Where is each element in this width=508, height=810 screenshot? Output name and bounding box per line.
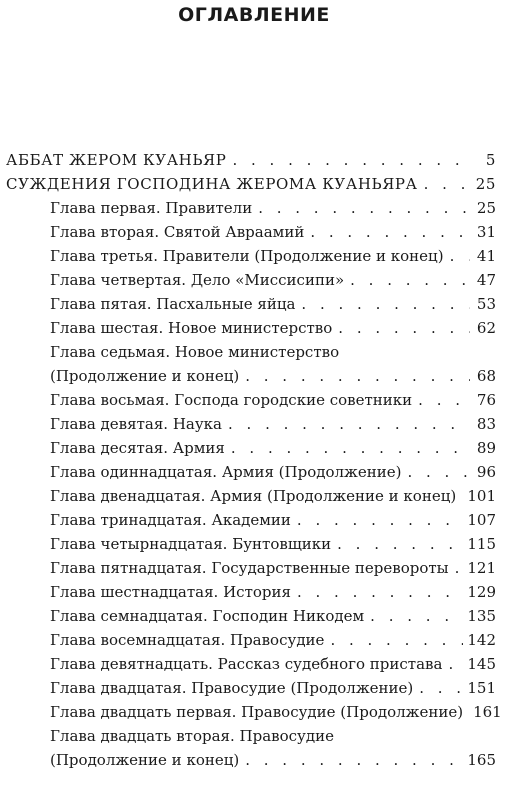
toc-chapter-entry[interactable] bbox=[0, 532, 508, 556]
toc-chapter-entry[interactable] bbox=[0, 388, 508, 412]
toc-entry-title: Глава девятнадцать. Рассказ судебного пристава bbox=[50, 655, 443, 673]
toc-page-number: 25 bbox=[475, 175, 496, 193]
toc-entry-title: Глава тринадцатая. Академии bbox=[50, 511, 291, 529]
toc-chapter-entry[interactable] bbox=[0, 484, 508, 508]
leader-dots bbox=[226, 148, 470, 172]
toc-entry-title: Глава восемнадцатая. Правосудие bbox=[50, 631, 325, 649]
toc-entry-title-line1: Глава седьмая. Новое министерство bbox=[50, 343, 340, 361]
toc-chapter-entry[interactable] bbox=[0, 244, 508, 268]
toc-entry-title: Глава девятая. Наука bbox=[50, 415, 222, 433]
toc-chapter-entry[interactable] bbox=[0, 676, 508, 700]
leader-dots bbox=[332, 316, 470, 340]
toc-page-number: 62 bbox=[476, 319, 496, 337]
toc-page-number: 89 bbox=[476, 439, 496, 457]
toc-entry-title: Глава первая. Правители bbox=[50, 199, 253, 217]
leader-dots bbox=[295, 292, 470, 316]
toc-part-entry[interactable] bbox=[0, 148, 508, 172]
leader-dots bbox=[222, 412, 470, 436]
leader-dots bbox=[401, 460, 470, 484]
toc-chapter-entry[interactable] bbox=[0, 556, 508, 580]
toc-entry-title: Глава вторая. Святой Авраамий bbox=[50, 223, 305, 241]
toc-page-number: 142 bbox=[467, 631, 496, 649]
toc-chapter-entry[interactable] bbox=[0, 700, 508, 724]
toc-chapter-entry[interactable] bbox=[0, 316, 508, 340]
toc-entry-title: СУЖДЕНИЯ ГОСПОДИНА ЖЕРОМА КУАНЬЯРА bbox=[6, 175, 418, 193]
toc-page-number: 31 bbox=[476, 223, 496, 241]
toc-entry-title: Глава пятнадцатая. Государственные перевороты bbox=[50, 559, 449, 577]
leader-dots bbox=[331, 532, 463, 556]
toc-chapter-entry[interactable] bbox=[0, 460, 508, 484]
toc-entry-title: Глава шестая. Новое министерство bbox=[50, 319, 333, 337]
toc-chapter-entry[interactable] bbox=[0, 268, 508, 292]
toc-chapter-entry[interactable] bbox=[0, 604, 508, 628]
toc-page-number: 83 bbox=[476, 415, 496, 433]
toc-chapter-entry[interactable] bbox=[0, 340, 508, 388]
leader-dots bbox=[412, 388, 470, 412]
toc-chapter-entry[interactable] bbox=[0, 508, 508, 532]
leader-dots bbox=[364, 604, 463, 628]
toc-page-number: 101 bbox=[467, 487, 496, 505]
toc-entry-title: Глава семнадцатая. Господин Никодем bbox=[50, 607, 365, 625]
leader-dots bbox=[418, 172, 470, 196]
toc-page-number: 115 bbox=[467, 535, 496, 553]
leader-dots bbox=[291, 580, 463, 604]
toc-page-number: 165 bbox=[467, 751, 496, 769]
leader-dots bbox=[344, 268, 470, 292]
toc-entry-title: АББАТ ЖЕРОМ КУАНЬЯР bbox=[6, 151, 227, 169]
toc-part-entry[interactable] bbox=[0, 172, 508, 196]
toc-page-number: 135 bbox=[467, 607, 496, 625]
page-title: ОГЛАВЛЕНИЕ bbox=[178, 4, 330, 26]
toc-entry-title: Глава пятая. Пасхальные яйца bbox=[50, 295, 296, 313]
toc-page-number: 47 bbox=[476, 271, 496, 289]
leader-dots bbox=[239, 364, 470, 388]
toc-entry-title: Глава третья. Правители (Продолжение и конец) bbox=[50, 247, 444, 265]
toc-entry-title: Глава шестнадцатая. История bbox=[50, 583, 291, 601]
toc-chapter-entry[interactable] bbox=[0, 724, 508, 772]
leader-dots bbox=[442, 652, 463, 676]
toc-entry-title: Глава четырнадцатая. Бунтовщики bbox=[50, 535, 332, 553]
leader-dots bbox=[291, 508, 463, 532]
toc-page-number: 41 bbox=[476, 247, 496, 265]
leader-dots bbox=[324, 628, 463, 652]
toc-entry-title-line2: (Продолжение и конец) bbox=[50, 751, 240, 769]
toc-page-number: 151 bbox=[467, 679, 496, 697]
toc-page-number: 68 bbox=[476, 367, 496, 385]
leader-dots bbox=[444, 244, 470, 268]
leader-dots bbox=[456, 484, 463, 508]
toc-chapter-entry[interactable] bbox=[0, 412, 508, 436]
toc-page-number: 121 bbox=[467, 559, 496, 577]
toc-chapter-entry[interactable] bbox=[0, 652, 508, 676]
toc-page-number: 5 bbox=[485, 151, 496, 169]
leader-dots bbox=[413, 676, 463, 700]
toc-page-number: 53 bbox=[476, 295, 496, 313]
toc-entry-title-line2: (Продолжение и конец) bbox=[50, 367, 240, 385]
toc-entry-title: Глава одиннадцатая. Армия (Продолжение) bbox=[50, 463, 402, 481]
toc-chapter-entry[interactable] bbox=[0, 292, 508, 316]
leader-dots bbox=[252, 196, 470, 220]
toc-chapter-entry[interactable] bbox=[0, 196, 508, 220]
toc-chapter-entry[interactable] bbox=[0, 436, 508, 460]
toc-chapter-entry[interactable] bbox=[0, 580, 508, 604]
leader-dots bbox=[225, 436, 470, 460]
toc-page-number: 161 bbox=[473, 703, 502, 721]
toc-chapter-entry[interactable] bbox=[0, 220, 508, 244]
leader-dots bbox=[304, 220, 470, 244]
toc-page-number: 96 bbox=[476, 463, 496, 481]
toc-page-number: 129 bbox=[467, 583, 496, 601]
table-of-contents bbox=[0, 148, 508, 772]
leader-dots bbox=[449, 556, 464, 580]
toc-entry-title-line1: Глава двадцать вторая. Правосудие bbox=[50, 727, 334, 745]
toc-entry-title: Глава двенадцатая. Армия (Продолжение и конец) bbox=[50, 487, 457, 505]
toc-entry-title: Глава восьмая. Господа городские советники bbox=[50, 391, 413, 409]
leader-dots bbox=[239, 748, 463, 772]
toc-entry-title: Глава двадцать первая. Правосудие (Продолжение) bbox=[50, 703, 464, 721]
toc-entry-title: Глава десятая. Армия bbox=[50, 439, 225, 457]
toc-page-number: 76 bbox=[476, 391, 496, 409]
toc-page-number: 25 bbox=[476, 199, 496, 217]
toc-entry-title: Глава четвертая. Дело «Миссисипи» bbox=[50, 271, 345, 289]
toc-page-number: 107 bbox=[467, 511, 496, 529]
toc-page-number: 145 bbox=[467, 655, 496, 673]
toc-entry-title: Глава двадцатая. Правосудие (Продолжение) bbox=[50, 679, 414, 697]
toc-chapter-entry[interactable] bbox=[0, 628, 508, 652]
